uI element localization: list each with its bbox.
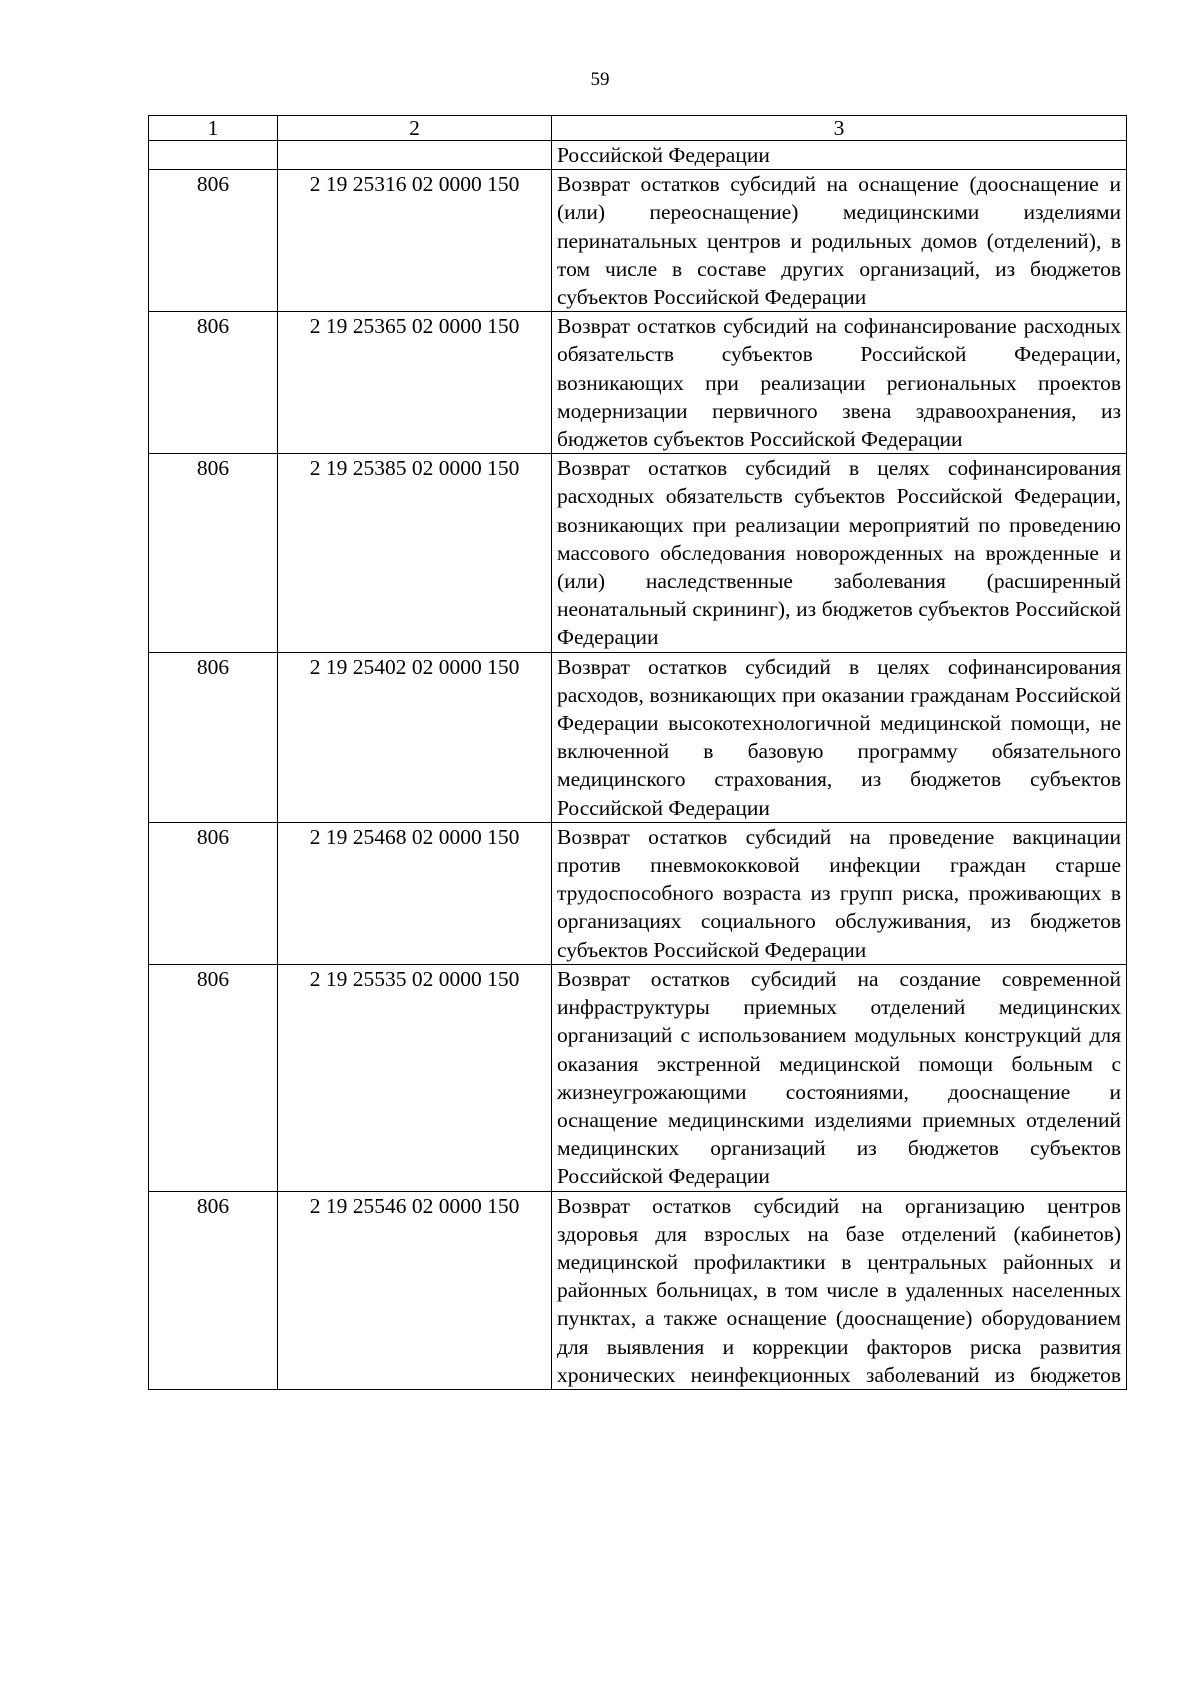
admin-code-cell: 806 [149, 170, 278, 312]
admin-code-cell: 806 [149, 822, 278, 964]
page-number: 59 [590, 69, 610, 90]
table-row [149, 822, 1127, 964]
description-cell: Возврат остатков субсидий на проведение вакцинации против пневмококковой инфекции граждан старше трудоспособного возраста из групп риска, проживающих в организациях социального обслуживания, из бюджетов субъектов Российской Федерации [552, 822, 1127, 964]
table-row [149, 652, 1127, 822]
budget-code-cell [278, 141, 552, 170]
description-cell: Возврат остатков субсидий в целях софинансирования расходов, возникающих при оказании гражданам Российской Федерации высокотехнологичной медицинской помощи, не включенной в базовую программу обязательного медицинского страхования, из бюджетов субъектов Российской Федерации [552, 652, 1127, 822]
budget-code-cell: 2 19 25546 02 0000 150 [278, 1191, 552, 1389]
table-row [149, 312, 1127, 454]
table-header-row [149, 116, 1127, 141]
admin-code-cell: 806 [149, 454, 278, 652]
description-cell: Возврат остатков субсидий на создание современной инфраструктуры приемных отделений медицинских организаций с использованием модульных конструкций для оказания экстренной медицинской помощи больным с жизнеугрожающими состояниями, дооснащение и оснащение медицинскими изделиями приемных отделений медицинских организаций из бюджетов субъектов Российской Федерации [552, 964, 1127, 1191]
description-cell: Возврат остатков субсидий в целях софинансирования расходных обязательств субъектов Российской Федерации, возникающих при реализации мероприятий по проведению массового обследования новорожденных на врожденные и (или) наследственные заболевания (расширенный неонатальный скрининг), из бюджетов субъектов Российской Федерации [552, 454, 1127, 652]
admin-code-cell [149, 141, 278, 170]
column-header-2: 2 [278, 116, 552, 141]
table-row [149, 1191, 1127, 1389]
table-row [149, 141, 1127, 170]
budget-code-cell: 2 19 25402 02 0000 150 [278, 652, 552, 822]
description-cell: Возврат остатков субсидий на организацию центров здоровья для взрослых на базе отделений (кабинетов) медицинской профилактики в центральных районных и районных больницах, в том числе в удаленных населенных пунктах, а также оснащение (дооснащение) оборудованием для выявления и коррекции факторов риска развития хронических неинфекционных заболеваний из бюджетов [552, 1191, 1127, 1389]
budget-code-cell: 2 19 25365 02 0000 150 [278, 312, 552, 454]
table-row [149, 170, 1127, 312]
admin-code-cell: 806 [149, 1191, 278, 1389]
table-row [149, 964, 1127, 1191]
column-header-3: 3 [552, 116, 1127, 141]
description-cell: Возврат остатков субсидий на оснащение (дооснащение и (или) переоснащение) медицинскими изделиями перинатальных центров и родильных домов (отделений), в том числе в составе других организаций, из бюджетов субъектов Российской Федерации [552, 170, 1127, 312]
admin-code-cell: 806 [149, 964, 278, 1191]
budget-code-cell: 2 19 25468 02 0000 150 [278, 822, 552, 964]
budget-code-cell: 2 19 25316 02 0000 150 [278, 170, 552, 312]
budget-code-cell: 2 19 25535 02 0000 150 [278, 964, 552, 1191]
column-header-1: 1 [149, 116, 278, 141]
budget-code-cell: 2 19 25385 02 0000 150 [278, 454, 552, 652]
description-cell: Возврат остатков субсидий на софинансирование расходных обязательств субъектов Российской Федерации, возникающих при реализации региональных проектов модернизации первичного звена здравоохранения, из бюджетов субъектов Российской Федерации [552, 312, 1127, 454]
budget-codes-table [148, 115, 1127, 1390]
admin-code-cell: 806 [149, 312, 278, 454]
table-row [149, 454, 1127, 652]
admin-code-cell: 806 [149, 652, 278, 822]
description-cell: Российской Федерации [552, 141, 1127, 170]
